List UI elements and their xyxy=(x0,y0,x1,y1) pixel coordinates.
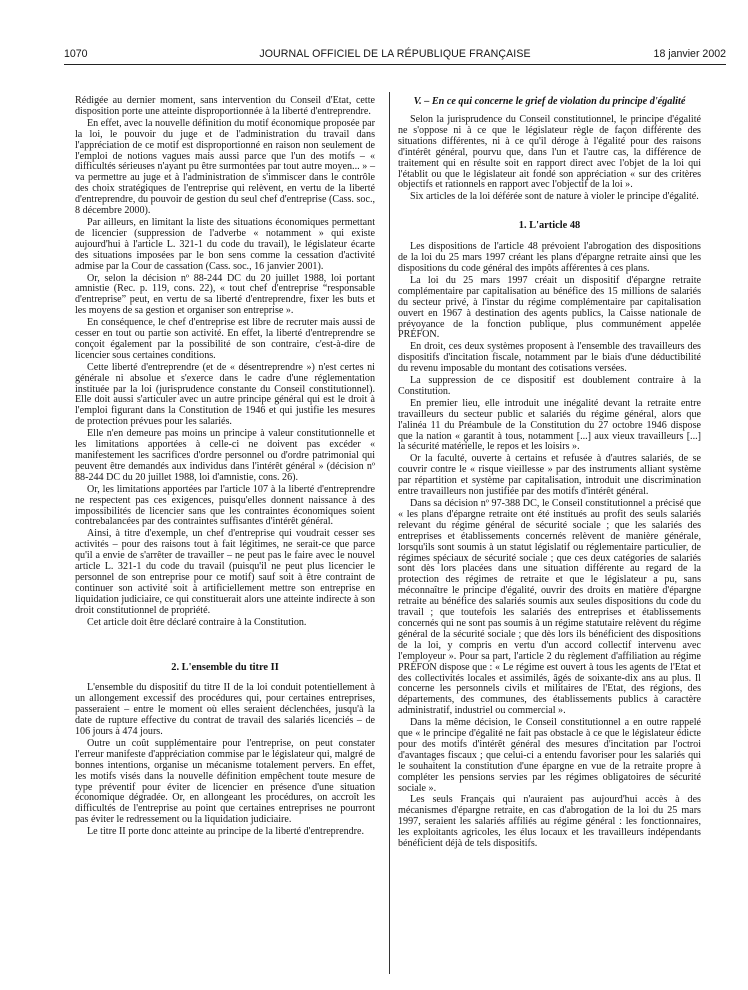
paragraph: La suppression de ce dispositif est doublement contraire à la Constitution. xyxy=(398,375,701,397)
paragraph: Elle n'en demeure pas moins un principe à valeur constitutionnelle et les limitations apportées à celle-ci ne doivent pas excéder « manifestement les sacrifices d'ordre personnel ou d'ordre patrimonial qui peuvent être demandés aux individus dans l'intérêt général » (décision nº 88-244 DC du 20 juillet 1988, loi d'amnistie, cons. 26). xyxy=(75,428,375,483)
paragraph: Par ailleurs, en limitant la liste des situations économiques permettant de licencier (suppression de l'adverbe « notamment » qui existe aujourd'hui à l'article L. 321-1 du code du travail), le législateur écarte des situations imposées par le bon sens comme la cessation d'activité admise par la Cour de cassation (Cass. soc., 16 janvier 2001). xyxy=(75,216,375,272)
page-number: 1070 xyxy=(64,48,88,60)
paragraph: Dans la même décision, le Conseil constitutionnel a en outre rappelé que « le principe d'égalité ne fait pas obstacle à ce que le législateur édicte pour des motifs d'intérêt général des mesures d'incitation par l'octroi d'avantages fiscaux ; que celui-ci a entendu favoriser pour les salariés qui le souhaitent la constitution d'une épargne en vue de la retraite propre à compléter les pensions servies par les régimes obligatoires de sécurité sociale ». xyxy=(398,717,701,794)
page-header xyxy=(64,48,726,64)
section-heading: V. – En ce qui concerne le grief de violation du principe d'égalité xyxy=(413,96,686,107)
paragraph: Outre un coût supplémentaire pour l'entreprise, on peut constater l'erreur manifeste d'appréciation commise par le législateur qui, malgré de bonnes intentions, organise un mécanisme totalement pervers. En effet, les motifs visés dans la nouvelle définition empêchent toute mesure de type préventif pour éviter de licencier en présence d'une situation économique dégradée. Or, en allongeant les procédures, on accroît les difficultés de l'entreprise au point que certaines entreprises ne pourront pas éviter le redressement ou la liquidation judiciaire. xyxy=(75,737,375,826)
paragraph: Cette liberté d'entreprendre (et de « désentreprendre ») n'est certes ni générale ni absolue et s'exerce dans le cadre d'une réglementation instituée par la loi (jurisprudence constante du Conseil constitutionnel). Elle doit aussi s'articuler avec un autre principe général qui est le droit à l'emploi figurant dans la Constitution de 1946 et qui justifie les mesures de protection prévues pour les salariés. xyxy=(75,361,375,428)
paragraph: Ainsi, à titre d'exemple, un chef d'entreprise qui voudrait cesser ses activités – pour des raisons tout à fait légitimes, ne serait-ce que parce qu'il a envie de s'arrêter de travailler – ne peut pas le faire avec le nouvel article L. 321-1 du code du travail (puisqu'il ne peut plus licencier le personnel de son entreprise pour ce motif) sauf soit à être contraint de continuer son activité soit à artificiellement mettre son entreprise en liquidation judiciaire, ce qui constituerait alors une atteinte indirecte à son droit constitutionnel de propriété. xyxy=(75,528,375,616)
paragraph: Or la faculté, ouverte à certains et refusée à d'autres salariés, de se couvrir contre le « risque vieillesse » par des instruments alliant système par répartition et système par capitalisation, introduit une discrimination entre travailleurs non justifiée par des motifs d'intérêt général. xyxy=(398,453,701,498)
left-column xyxy=(75,96,375,839)
paragraph: Cet article doit être déclaré contraire à la Constitution. xyxy=(87,616,307,628)
paragraph: L'ensemble du dispositif du titre II de la loi conduit potentiellement à un allongement excessif des procédures qui, pour certaines entreprises, passeraient – entre le moment où elles seraient déclenchées, jusqu'à la date de rupture effective du contrat de travail des salariés licenciés – de 106 jours à 474 jours. xyxy=(75,682,375,738)
paragraph: Dans sa décision nº 97-388 DC, le Conseil constitutionnel a précisé que « les plans d'épargne retraite ont été institués au profit des seuls salariés relevant du régime général de sécurité sociale ; que les salariés des entreprises et établissements concernés relèvent de manière générale, lorsqu'ils sont soumis à un statut législatif ou réglementaire particulier, de régimes spéciaux de sécurité sociale ; que ces deux catégories de salariés sont dès lors placées dans une situation différente au regard de la protection des régimes de retraite et que le législateur a pu, sans méconnaître le principe d'égalité, ouvrir des droits en matière d'épargne retraite au bénéfice des salariés soumis aux seules dispositions du code du travail ; que toutefois les salariés des entreprises et établissements concernés qui ne sont pas soumis à un régime statutaire relèvent du régime général de la sécurité sociale ; que dès lors ils bénéficient des dispositions de la loi, y compris en vertu d'un accord collectif intervenu avec l'employeur ». Pour sa part, l'article 2 du règlement d'affiliation au régime PRÉFON dispose que : « Le régime est ouvert à tous les agents de l'Etat et des collectivités locales et assimilés, âgés de soixante-dix ans au plus. Il concerne les personnels civils et militaires de l'Etat, des régions, des départements, des communes, des établissements publics à caractère administratif, industriel ou commercial ». xyxy=(398,498,701,717)
paragraph: En droit, ces deux systèmes proposent à l'ensemble des travailleurs des dispositifs d'incitation fiscale, notamment par le biais d'une déductibilité du revenu imposable du montant des cotisations versées. xyxy=(398,341,701,375)
right-column xyxy=(398,96,701,851)
subsection-heading: 1. L'article 48 xyxy=(518,220,581,232)
column-divider xyxy=(389,92,390,974)
journal-title: JOURNAL OFFICIEL DE LA RÉPUBLIQUE FRANÇAISE xyxy=(259,48,531,60)
paragraph: Six articles de la loi déférée sont de nature à violer le principe d'égalité. xyxy=(410,191,699,203)
paragraph: En premier lieu, elle introduit une inégalité devant la retraite entre travailleurs du secteur public et salariés du régime général, alors que l'alinéa 11 du Préambule de la Constitution du 27 octobre 1946 dispose que la nation « garantit à tous, notamment [...] aux vieux travailleurs [...] la sécurité matérielle, le repos et les loisirs ». xyxy=(398,397,701,453)
paragraph: En conséquence, le chef d'entreprise est libre de recruter mais aussi de cesser en tout ou partie son activité. En effet, la liberté d'entreprendre se conçoit également par la possibilité de son contraire, c'est-à-dire de licencier sous certaines conditions. xyxy=(75,317,375,361)
section-heading: 2. L'ensemble du titre II xyxy=(171,661,279,673)
paragraph: En effet, avec la nouvelle définition du motif économique proposée par la loi, le pouvoir du juge et de l'administration du travail dans l'appréciation de ce motif est disproportionné en raison non seulement de l'emploi de notions vagues mais aussi parce que l'un des motifs – « difficultés sérieuses n'ayant pu être surmontées par tout autre moyen... » – va permettre au juge et à l'administration de s'immiscer dans le contrôle des choix stratégiques de l'entreprise qui relèvent, en vertu de la liberté d'entreprendre, du pouvoir de gestion du seul chef d'entreprise (Cass. soc., 8 décembre 2000). xyxy=(75,117,375,217)
paragraph: La loi du 25 mars 1997 créait un dispositif d'épargne retraite complémentaire par capitalisation au bénéfice des 15 millions de salariés du secteur privé, à l'instar du régime complémentaire par capitalisation ouvert en 1967 à destination des agents publics, la Caisse nationale de prévoyance de la fonction publique, plus communément appelée PRÉFON. xyxy=(398,274,701,341)
header-rule xyxy=(64,64,726,65)
paragraph: Les seuls Français qui n'auraient pas aujourd'hui accès à des mécanismes d'épargne retraite, en cas d'abrogation de la loi du 25 mars 1997, seraient les salariés affiliés au régime général : les fonctionnaires, les exploitants agricoles, les élus locaux et les travailleurs indépendants bénéficient déjà de tels dispositifs. xyxy=(398,794,701,850)
paragraph: Le titre II porte donc atteinte au principe de la liberté d'entreprendre. xyxy=(87,826,365,838)
paragraph: Or, selon la décision nº 88-244 DC du 20 juillet 1988, loi portant amnistie (Rec. p. 119, cons. 22), « tout chef d'entreprise “responsable d'entreprise” peut, en vertu de sa liberté d'entreprendre, fixer les buts et les moyens de sa gestion et organiser son entreprise ». xyxy=(75,272,375,317)
paragraph: Or, les limitations apportées par l'article 107 à la liberté d'entreprendre ne respectent pas ces exigences, puisqu'elles donnent naissance à des impossibilités de licencier sans que les contraintes économiques soient contrebalancées par des contraintes suffisantes d'intérêt général. xyxy=(75,483,375,528)
paragraph: Selon la jurisprudence du Conseil constitutionnel, le principe d'égalité ne s'oppose ni à ce que le législateur règle de façon différente des situations différentes, ni à ce qu'il déroge à l'égalité pour des raisons d'intérêt général, pourvu que, dans l'un et l'autre cas, la différence de traitement qui en résulte soit en rapport direct avec l'objet de la loi qui l'établit ou que le législateur ait fondé son appréciation « sur des critères objectifs et rationnels en rapport avec l'objectif de la loi ». xyxy=(398,114,701,191)
issue-date: 18 janvier 2002 xyxy=(653,48,726,60)
paragraph: Les dispositions de l'article 48 prévoient l'abrogation des dispositions de la loi du 25 mars 1997 créant les plans d'épargne retraite ainsi que les dispositions du code général des impôts afférentes à ces plans. xyxy=(398,241,701,274)
paragraph: Rédigée au dernier moment, sans intervention du Conseil d'Etat, cette disposition porte une atteinte disproportionnée à la liberté d'entreprendre. xyxy=(75,95,375,117)
